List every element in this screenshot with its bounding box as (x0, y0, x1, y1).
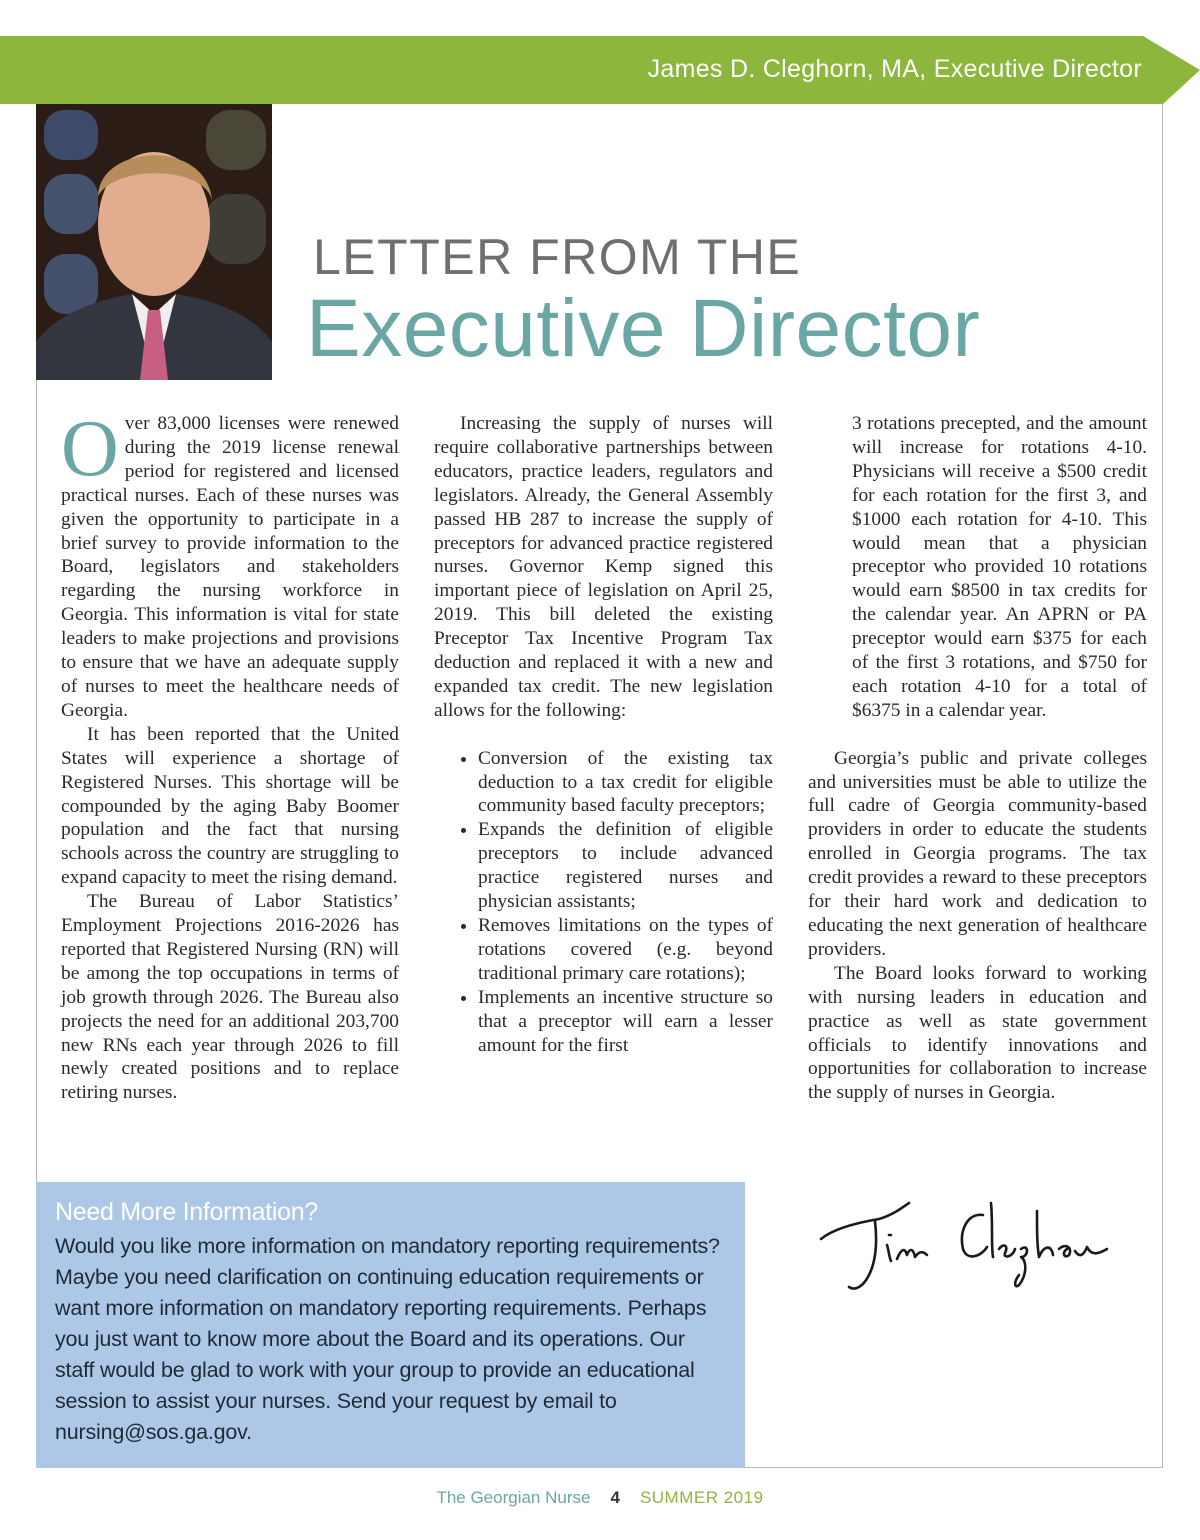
signature (815, 1195, 1110, 1300)
legislation-bullet-list (434, 747, 773, 1058)
paragraph-1-text: ver 83,000 licenses were renewed during the 2019 license renewal period for registered and licensed practical nurses. Each of these nurses was given the opportunity to participate in a brief survey to provide information to the Board, legislators and stakeholders regarding the nursing workforce in Georgia. This information is vital for state leaders to make projections and provisions to ensure that we have an adequate supply of nurses to meet the healthcare needs of Georgia. (61, 413, 399, 721)
article-column-3 (808, 412, 1147, 1105)
footer-publication: The Georgian Nurse (436, 1488, 591, 1507)
paragraph-5: Georgia’s public and private colleges and universities must be able to utilize the full cadre of Georgia community-based providers in order to educate the students enrolled in Georgia programs. The tax credit provides a reward to these preceptors for their hard work and dedication to educating the next generation of healthcare providers. (808, 747, 1147, 960)
page-footer (0, 1488, 1200, 1508)
author-banner (0, 36, 1200, 104)
paragraph-6: The Board looks forward to working with nursing leaders in education and practice as well as state government officials to identify innovations and opportunities for collaboration to increase the supply of nurses in Georgia. (808, 962, 1147, 1104)
info-heading: Need More Information? (55, 1198, 318, 1226)
info-body: Would you like more information on mandatory reporting requirements? Maybe you need clarification on continuing education requirements or want more information on mandatory reporting requirements. Perhaps you just want to know more about the Board and its operations. Our staff would be glad to work with your group to provide an educational session to assist your nurses. Send your request by email to nursing@sos.ga.gov. (55, 1234, 720, 1444)
list-item: • Implements an incentive structure so that a preceptor will earn a lesser amount for the first (478, 986, 773, 1058)
paragraph-2: It has been reported that the United States will experience a shortage of Registered Nurses. This shortage will be compounded by the aging Baby Boomer population and the fact that nursing schools across the country are struggling to expand capacity to meet the rising demand. (61, 723, 399, 889)
title-line1: LETTER FROM THE (313, 229, 802, 285)
info-box (36, 1182, 745, 1468)
paragraph-3: The Bureau of Labor Statistics’ Employment Projections 2016-2026 has reported that Registered Nursing (RN) will be among the top occupations in terms of job growth through 2026. The Bureau also projects the need for an additional 203,700 new RNs each year through 2026 to fill newly created positions and to replace retiring nurses. (61, 891, 399, 1104)
footer-page-number: 4 (610, 1488, 620, 1507)
paragraph-1 (61, 405, 399, 723)
paragraph-4: Increasing the supply of nurses will require collaborative partnerships between educators, practice leaders, regulators and legislators. Already, the General Assembly passed HB 287 to increase the supply of preceptors for advanced practice registered nurses. Governor Kemp signed this important piece of legislation on April 25, 2019. This bill deleted the existing Preceptor Tax Incentive Program Tax deduction and replaced it with a new and expanded tax credit. The new legislation allows for the following: (434, 413, 773, 721)
banner-author: James D. Cleghorn, MA, Executive Director (647, 55, 1142, 83)
dropcap: O (61, 405, 119, 493)
article-column-2 (434, 412, 773, 1057)
author-photo (36, 104, 272, 380)
article-column-1 (61, 405, 399, 1105)
title-line2: Executive Director (306, 283, 981, 374)
bullet-continuation: 3 rotations precepted, and the amount will increase for rotations 4-10. Physicians will receive a $500 credit for each rotation for the first 3, and $1000 each rotation for 4-10. This would mean that a physician preceptor who provided 10 rotations would earn $8500 in tax credits for the calendar year. An APRN or PA preceptor would earn $375 for each of the first 3 rotations, and $750 for each rotation 4-10 for a total of $6375 in a calendar year. (852, 413, 1147, 721)
list-item: • Removes limitations on the types of rotations covered (e.g. beyond traditional primary care rotations); (478, 914, 773, 986)
list-item: • Expands the definition of eligible preceptors to include advanced practice registered nurses and physician assistants; (478, 818, 773, 914)
footer-issue: SUMMER 2019 (639, 1488, 764, 1507)
list-item: • Conversion of the existing tax deduction to a tax credit for eligible community based faculty preceptors; (478, 747, 773, 819)
